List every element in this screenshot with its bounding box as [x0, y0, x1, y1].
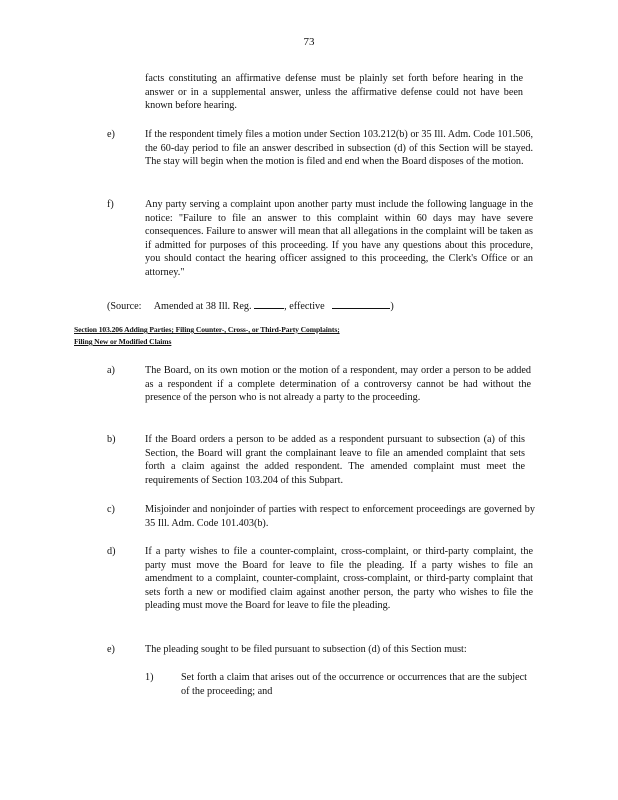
item-text-e-2: The pleading sought to be filed pursuant to subsection (d) of this Section must: — [145, 644, 467, 655]
effective-date-blank — [332, 298, 390, 309]
section-heading — [74, 324, 514, 348]
item-text-d: If a party wishes to file a counter-complaint, cross-complaint, or third-party complaint, the party must move the Board for leave to file the pleading. If a party wishes to file an amendment to a complaint, counter-complaint, cross-complaint, or third-party complaint that sets forth a new or modified claim against another person, the party who wishes to file the pleading must move the Board for leave to file the pleading. — [145, 546, 533, 612]
item-label-b: b) — [107, 434, 116, 445]
section-heading-line-1: Section 103.206 Adding Parties; Filing Counter-, Cross-, or Third-Party Complaints; — [74, 325, 340, 334]
item-text-b: If the Board orders a person to be added as a respondent pursuant to subsection (a) of this Section, the Board will grant the complainant leave to file an amended complaint that sets forth a claim against the added respondent. The amended complaint must meet the requirements of Section 103.204 of this Subpart. — [145, 434, 525, 486]
item-text-e-1: If the respondent timely files a motion under Section 103.212(b) or 35 Ill. Adm. Code 101.506, the 60-day period to file an answer described in subsection (d) of this Section will be stayed. The stay will begin when the motion is filed and end when the Board disposes of the motion. — [145, 129, 533, 168]
register-blank — [254, 298, 284, 309]
item-label-d: d) — [107, 546, 116, 557]
section-heading-line-2: Filing New or Modified Claims — [74, 337, 172, 346]
item-text-f: Any party serving a complaint upon another party must include the following language in the notice: "Failure to file an answer to this complaint within 60 days may have severe consequences. Failure to answer will mean that all allegations in the complaint will be taken as if admitted for purposes of this proceeding. If you have any questions about this procedure, you should contact the hearing officer assigned to this proceeding, the Clerk's Office or an attorney." — [145, 199, 533, 278]
item-label-f: f) — [107, 199, 114, 210]
item-label-c: c) — [107, 504, 115, 515]
item-text-a: The Board, on its own motion or the motion of a respondent, may order a person to be added as a respondent if a complete determination of a controversy cannot be had without the presence of the person who is not already a party to the proceeding. — [145, 365, 531, 404]
source-line — [107, 298, 394, 314]
page-number: 73 — [303, 36, 315, 48]
source-effective: , effective — [284, 301, 325, 312]
source-amended: Amended at 38 Ill. Reg. — [153, 301, 252, 312]
source-suffix: ) — [390, 301, 394, 312]
item-label-e-2: e) — [107, 644, 115, 655]
item-text-c: Misjoinder and nonjoinder of parties with respect to enforcement proceedings are governed by 35 Ill. Adm. Code 101.403(b). — [145, 504, 535, 529]
item-label-e-1: e) — [107, 129, 115, 140]
subitem-text-1: Set forth a claim that arises out of the occurrence or occurrences that are the subject of the proceeding; and — [181, 672, 527, 697]
intro-continuation-paragraph: facts constituting an affirmative defense must be plainly set forth before hearing in the answer or in a supplemental answer, unless the affirmative defense could not have been known before hearing. — [145, 73, 523, 112]
source-prefix: (Source: — [107, 301, 142, 312]
item-label-a: a) — [107, 365, 115, 376]
subitem-label-1: 1) — [145, 672, 154, 683]
